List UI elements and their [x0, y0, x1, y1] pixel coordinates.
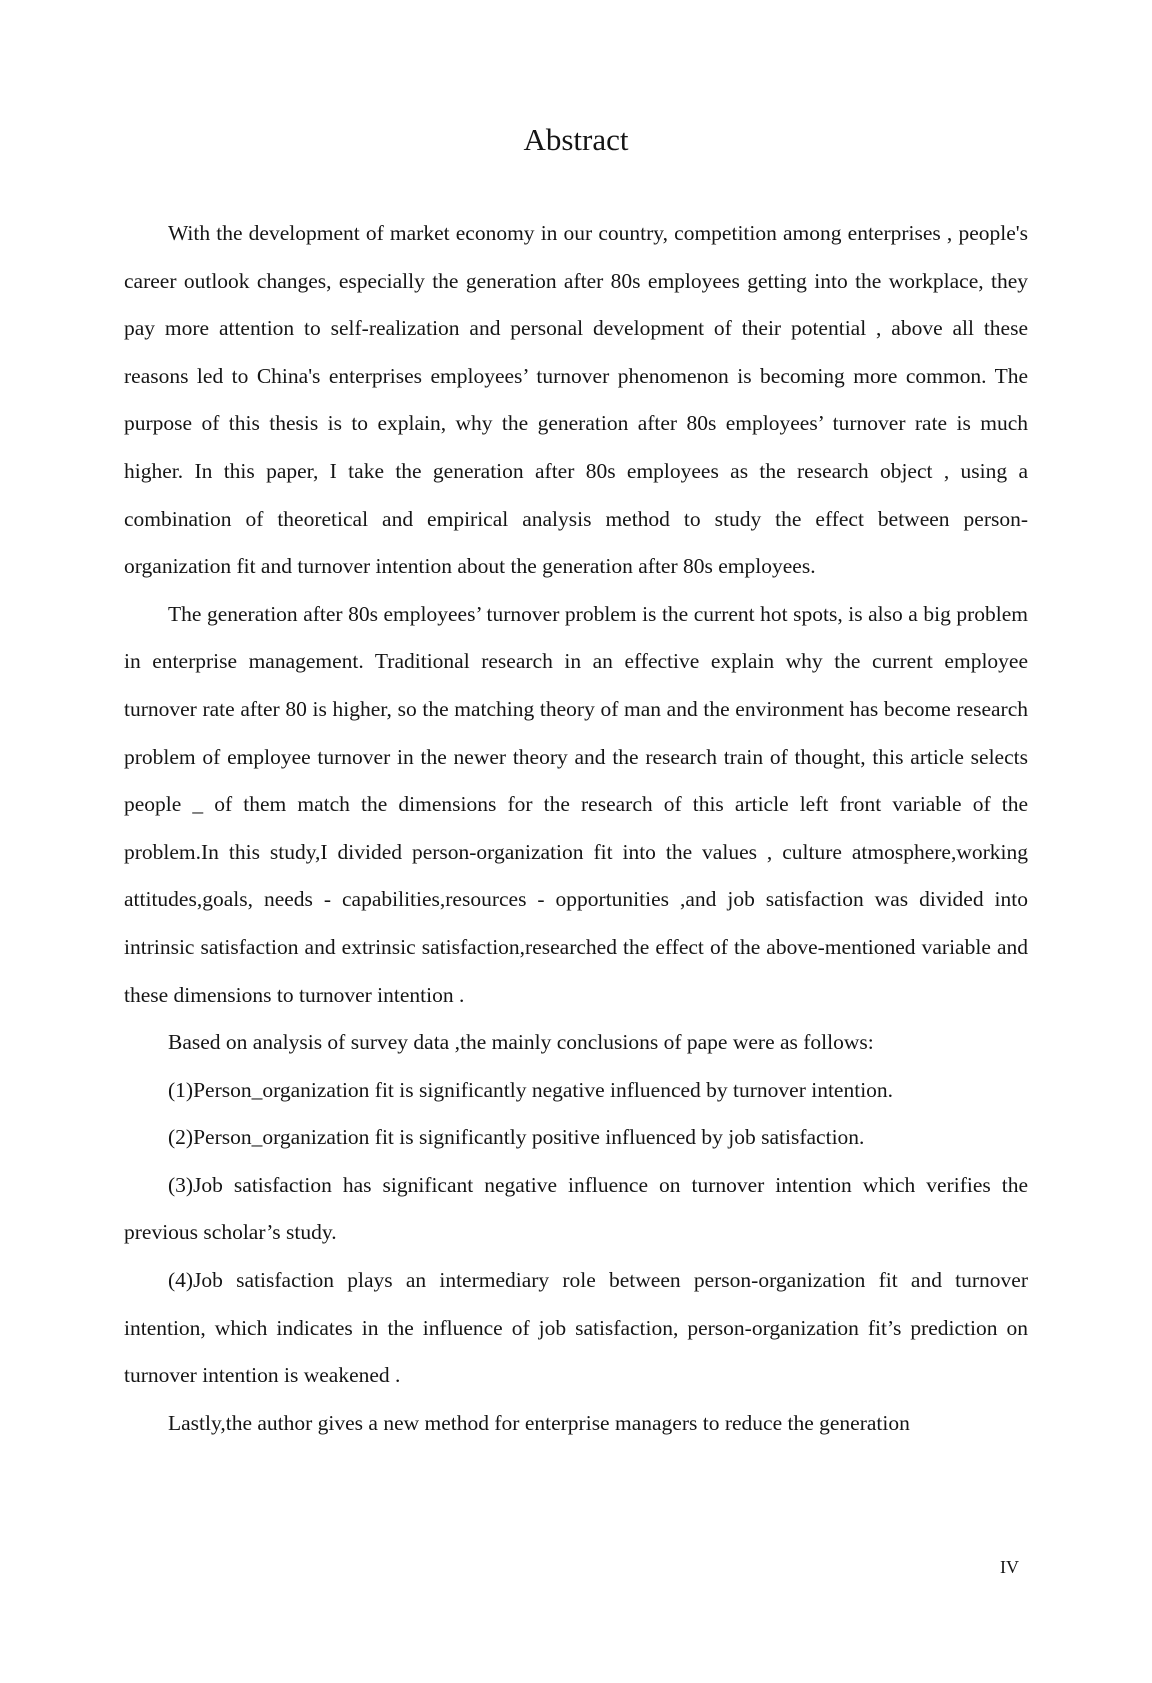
paragraph-conclusions-intro: Based on analysis of survey data ,the mainly conclusions of pape were as follows: [168, 1030, 874, 1055]
paragraph-conclusion-4: (4)Job satisfaction plays an intermediary role between person-organization fit and turnover intention, which indicates in the influence of job satisfaction, person-organization fit’s prediction on turnover intention is weakened . [124, 1268, 1028, 1388]
paragraph-conclusion-1: (1)Person_organization fit is significantly negative influenced by turnover intention. [168, 1077, 894, 1102]
paragraph-lastly: Lastly,the author gives a new method for enterprise managers to reduce the generation [168, 1410, 910, 1435]
page-title: Abstract [523, 122, 629, 157]
paragraph-background: The generation after 80s employees’ turnover problem is the current hot spots, is also a big problem in enterprise management. Traditional research in an effective explain why the current employee turnover rate after 80 is higher, so the matching theory of man and the environment has become research problem of employee turnover in the newer theory and the research train of thought, this article selects people _ of them match the dimensions for the research of this article left front variable of the problem.In this study,I divided person-organization fit into the values , culture atmosphere,working attitudes,goals, needs - capabilities,resources - opportunities ,and job satisfaction was divided into intrinsic satisfaction and extrinsic satisfaction,researched the effect of the above-mentioned variable and these dimensions to turnover intention . [124, 601, 1028, 1007]
paragraph-intro: With the development of market economy in our country, competition among enterprises , people's career outlook changes, especially the generation after 80s employees getting into the workplace, they pay more attention to self-realization and personal development of their potential , above all these reasons led to China's enterprises employees’ turnover phenomenon is becoming more common. The purpose of this thesis is to explain, why the generation after 80s employees’ turnover rate is much higher. In this paper, I take the generation after 80s employees as the research object , using a combination of theoretical and empirical analysis method to study the effect between person-organization fit and turnover intention about the generation after 80s employees. [124, 221, 1028, 579]
paragraph-conclusion-2: (2)Person_organization fit is significantly positive influenced by job satisfaction. [168, 1125, 865, 1150]
paragraph-conclusion-3: (3)Job satisfaction has significant negative influence on turnover intention which verifies the previous scholar’s study. [124, 1172, 1028, 1245]
abstract-body [124, 210, 1028, 1447]
page-number: IV [1000, 1557, 1019, 1577]
